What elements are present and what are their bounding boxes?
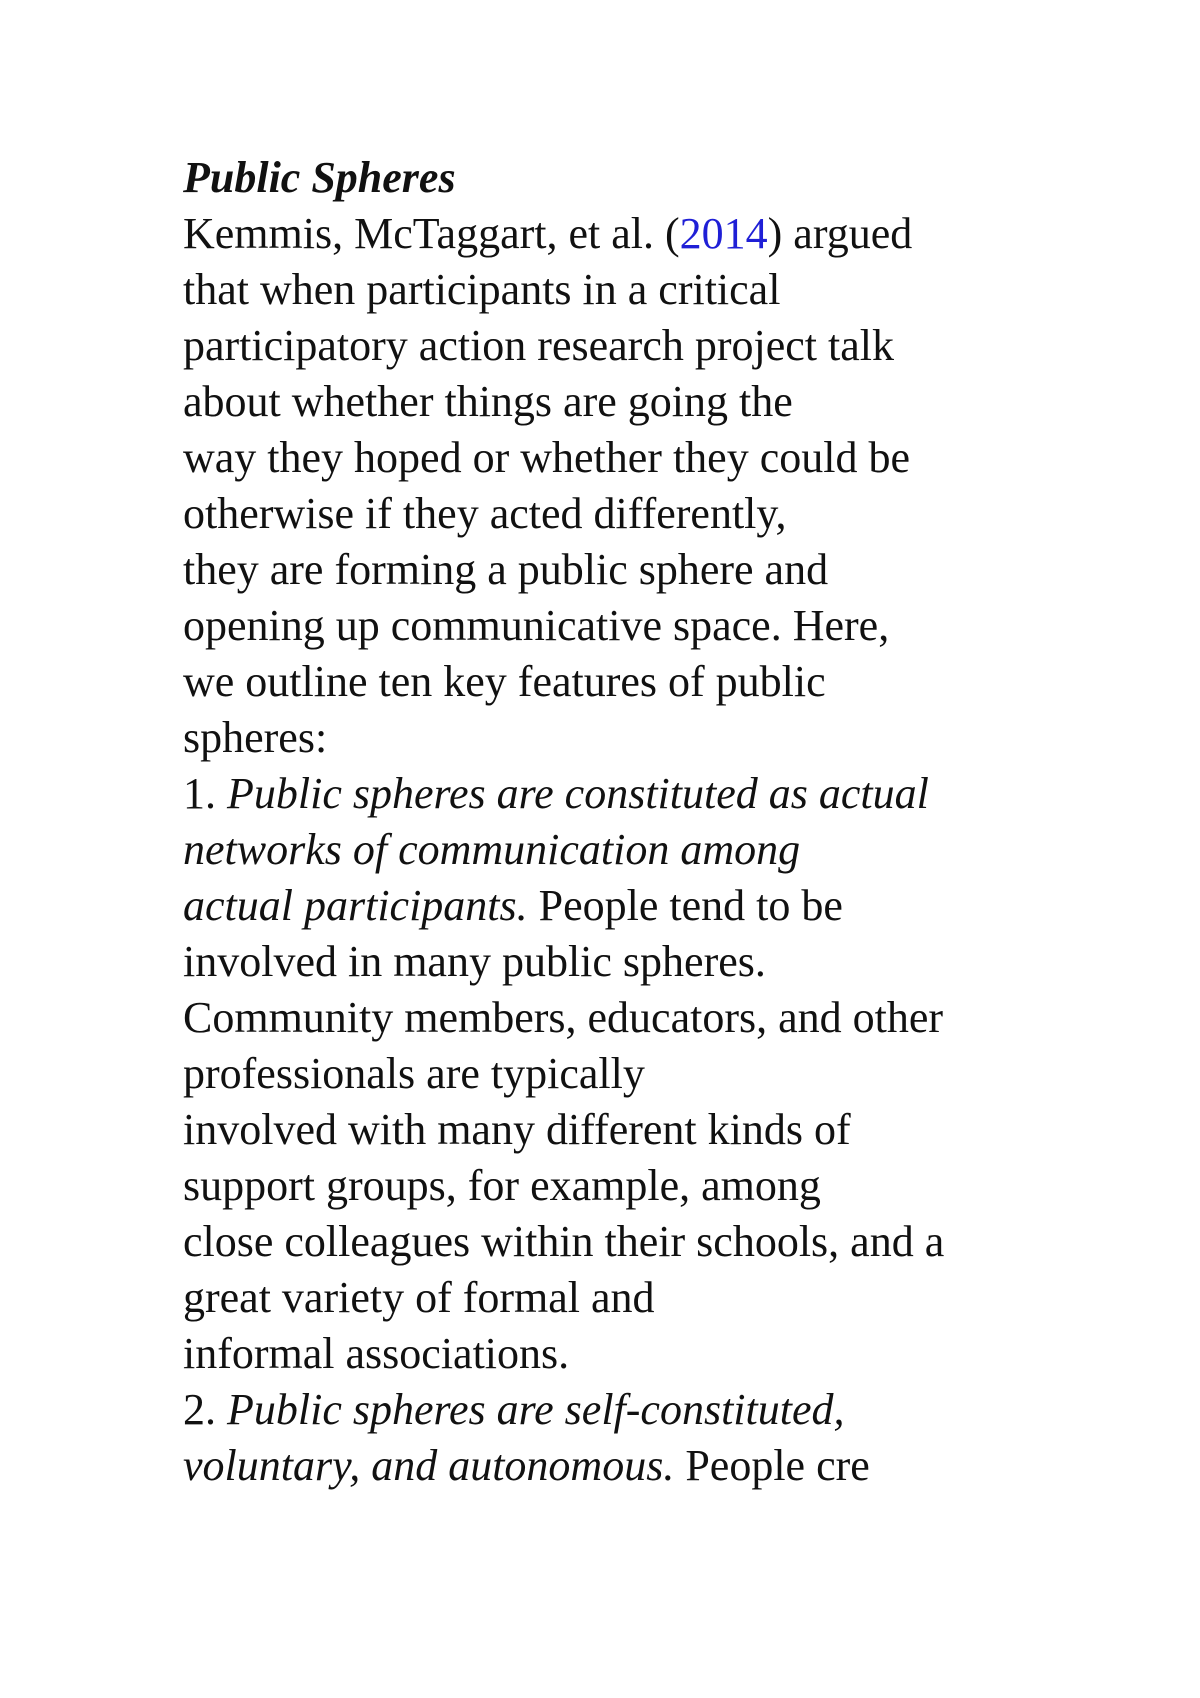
text-line [183,318,1083,374]
text-segment: informal associations. [183,1329,570,1378]
text-segment: professionals are typically [183,1049,645,1098]
text-segment: 2. [183,1385,227,1434]
section-heading: Public Spheres [183,153,456,202]
citation-year-link[interactable]: 2014 [679,209,768,258]
text-segment: Kemmis, McTaggart, et al. ( [183,209,680,258]
text-segment: about whether things are going the [183,377,793,426]
italic-text: networks of communication among [183,825,801,874]
text-segment: People cre [674,1441,870,1490]
text-segment: way they hoped or whether they could be [183,433,910,482]
text-line [183,934,1083,990]
text-line [183,542,1083,598]
text-line [183,1158,1083,1214]
italic-text: actual participants. [183,881,528,930]
text-segment: involved with many different kinds of [183,1105,851,1154]
text-segment: ) argued [767,209,913,258]
text-segment: opening up communicative space. Here, [183,601,890,650]
text-segment: Community members, educators, and other [183,993,944,1042]
text-segment: great variety of formal and [183,1273,655,1322]
text-segment: they are forming a public sphere and [183,545,829,594]
italic-text: Public spheres are constituted as actual [227,769,929,818]
text-line [183,990,1083,1046]
text-line [183,598,1083,654]
text-segment: involved in many public spheres. [183,937,766,986]
text-segment: otherwise if they acted differently, [183,489,787,538]
text-line [183,1270,1083,1326]
text-segment: close colleagues within their schools, and a [183,1217,945,1266]
italic-text: voluntary, and autonomous. [183,1441,675,1490]
text-segment: 1. [183,769,227,818]
text-line [183,1438,1083,1494]
text-line [183,1214,1083,1270]
text-segment: we outline ten key features of public [183,657,826,706]
text-segment: participatory action research project talk [183,321,894,370]
text-line [183,374,1083,430]
text-line [183,1382,1083,1438]
text-segment: support groups, for example, among [183,1161,821,1210]
text-line [183,430,1083,486]
text-line [183,878,1083,934]
text-line [183,822,1083,878]
document-page [183,150,1083,1494]
body-text [183,206,1083,1494]
text-line [183,206,1083,262]
italic-text: Public spheres are self-constituted, [227,1385,845,1434]
text-segment: People tend to be [527,881,843,930]
text-segment: spheres: [183,713,328,762]
text-line [183,1326,1083,1382]
text-line [183,486,1083,542]
text-segment: that when participants in a critical [183,265,781,314]
text-line [183,1046,1083,1102]
text-line [183,766,1083,822]
text-line [183,654,1083,710]
text-line [183,1102,1083,1158]
text-line [183,262,1083,318]
text-line [183,710,1083,766]
